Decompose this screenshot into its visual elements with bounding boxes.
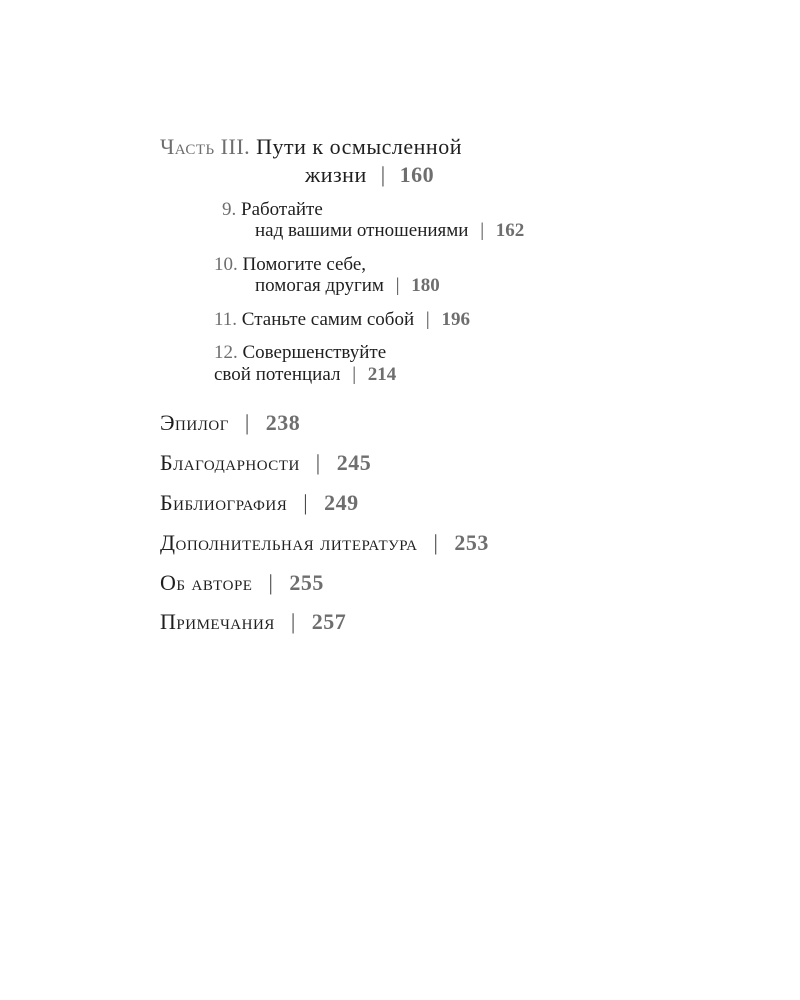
chapter-title-cont: над вашими отношениями (255, 220, 469, 241)
entry-separator: | (303, 490, 309, 515)
chapter-page-number: 214 (367, 364, 397, 385)
chapter-title: Помогите себе, (242, 254, 367, 275)
chapter-number: 11. (214, 309, 238, 330)
toc-entry-acknowledgements (160, 450, 371, 476)
part-heading (160, 134, 462, 160)
toc-entry-notes (160, 609, 346, 635)
toc-entry-about-author (160, 570, 324, 596)
entry-separator: | (433, 530, 439, 555)
entry-separator: | (268, 570, 274, 595)
chapter-title-cont: свой потенциал (214, 364, 341, 385)
entry-page-number: 257 (311, 609, 347, 634)
entry-title: Дополнительная литература (160, 530, 418, 555)
entry-title: Библиография (160, 490, 288, 515)
entry-separator: | (290, 609, 296, 634)
part-label: Часть III. (160, 134, 251, 159)
chapter-separator: | (480, 220, 485, 241)
part-heading-line2 (305, 162, 434, 188)
part-separator: | (380, 162, 386, 187)
entry-title: Эпилог (160, 410, 229, 435)
chapter-12-line1 (214, 342, 386, 364)
chapter-number: 9. (222, 199, 237, 220)
chapter-11 (214, 309, 470, 331)
entry-page-number: 255 (289, 570, 324, 595)
chapter-10-line2 (255, 275, 440, 297)
entry-separator: | (315, 450, 321, 475)
chapter-page-number: 180 (411, 275, 440, 296)
chapter-10-line1 (214, 254, 366, 276)
chapter-title-cont: помогая другим (255, 275, 384, 296)
entry-page-number: 253 (454, 530, 489, 555)
chapter-separator: | (352, 364, 356, 385)
chapter-number: 10. (214, 254, 238, 275)
chapter-page-number: 162 (495, 220, 525, 241)
chapter-title: Работайте (241, 199, 323, 220)
entry-title: Об авторе (160, 570, 253, 595)
chapter-9-line2 (255, 220, 524, 242)
chapter-9-line1 (222, 199, 323, 221)
chapter-number: 12. (214, 342, 238, 363)
part-title-line1: Пути к осмысленной (256, 134, 462, 159)
chapter-page-number: 196 (441, 309, 470, 330)
toc-entry-epilogue (160, 410, 300, 436)
entry-title: Благодарности (160, 450, 300, 475)
entry-page-number: 238 (265, 410, 301, 435)
entry-title: Примечания (160, 609, 275, 634)
toc-entry-bibliography (160, 490, 359, 516)
entry-page-number: 245 (336, 450, 372, 475)
entry-separator: | (244, 410, 250, 435)
chapter-title: Станьте самим собой (241, 309, 415, 330)
chapter-separator: | (425, 309, 430, 330)
chapter-12-line2 (214, 364, 396, 386)
toc-entry-further-reading (160, 530, 489, 556)
part-page-number: 160 (399, 162, 435, 187)
part-title-line2: жизни (305, 162, 367, 187)
chapter-title: Совершенствуйте (242, 342, 387, 363)
chapter-separator: | (395, 275, 400, 296)
entry-page-number: 249 (324, 490, 359, 515)
